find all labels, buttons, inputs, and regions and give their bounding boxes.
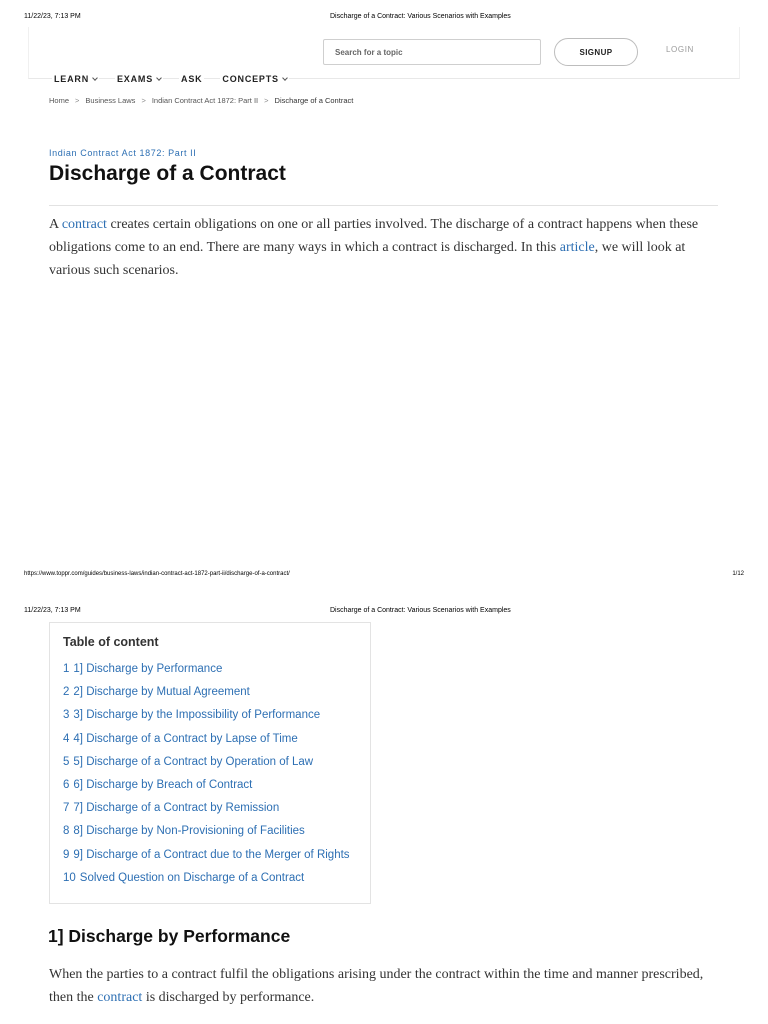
toc-item[interactable] <box>63 825 350 848</box>
toc-item-label: 4] Discharge of a Contract by Lapse of Time <box>73 732 298 745</box>
chevron-down-icon <box>92 75 98 81</box>
nav-concepts[interactable] <box>220 73 288 85</box>
nav-label: ASK <box>181 74 203 84</box>
article-link[interactable]: article <box>559 240 595 255</box>
toc-item[interactable] <box>63 663 350 686</box>
toc-item-label: 7] Discharge of a Contract by Remission <box>73 802 280 815</box>
article-category[interactable]: Indian Contract Act 1872: Part II <box>49 148 197 158</box>
intro-text: creates certain obligations on one or all parties involved. The discharge of a contract happens when these obligations come to an end. There are many ways in which a contract is discharged. In this <box>49 217 699 255</box>
nav-exams[interactable] <box>115 73 163 85</box>
toc-item-number: 4 <box>63 732 70 745</box>
contract-link[interactable]: contract <box>97 990 143 1005</box>
page-title: Discharge of a Contract <box>49 162 286 185</box>
intro-paragraph <box>49 213 719 282</box>
toc-item[interactable] <box>63 686 350 709</box>
toc-item[interactable] <box>63 802 350 825</box>
toc-item-number: 6 <box>63 778 70 791</box>
toc-item-label: Solved Question on Discharge of a Contract <box>79 871 305 884</box>
intro-text: , we will look at various such scenarios. <box>49 240 686 278</box>
toc-item[interactable] <box>63 872 350 895</box>
section-heading: 1] Discharge by Performance <box>48 926 291 946</box>
section-text: When the parties to a contract fulfil the obligations arising under the contract within the time and manner prescribed, then the <box>49 967 704 1005</box>
toc-item-number: 2 <box>63 686 70 699</box>
toc-item-number: 5 <box>63 755 70 768</box>
search-input[interactable] <box>323 39 541 65</box>
section-text: is discharged by performance. <box>142 990 315 1005</box>
toc-item[interactable] <box>63 733 350 756</box>
toc-item[interactable] <box>63 756 350 779</box>
nav-learn[interactable] <box>52 73 99 85</box>
contract-link[interactable]: contract <box>61 217 107 232</box>
nav-label: CONCEPTS <box>222 74 279 84</box>
toc-item-number: 3 <box>63 709 70 722</box>
print-header <box>0 13 768 27</box>
print-doc-title: Discharge of a Contract: Various Scenarios with Examples <box>330 607 511 614</box>
table-of-contents <box>49 622 371 904</box>
section-paragraph <box>49 963 719 1009</box>
nav-label: LEARN <box>54 74 89 84</box>
chevron-down-icon <box>282 75 288 81</box>
toc-item[interactable] <box>63 709 350 732</box>
nav-label: EXAMS <box>117 74 154 84</box>
main-nav <box>52 73 305 85</box>
login-link[interactable]: LOGIN <box>666 45 694 54</box>
signup-button[interactable]: SIGNUP <box>554 38 638 66</box>
print-page-number: 1/12 <box>732 571 744 577</box>
breadcrumb-current: Discharge of a Contract <box>274 96 354 105</box>
toc-list <box>63 663 350 895</box>
breadcrumb-separator: > <box>141 96 146 105</box>
print-footer <box>0 571 768 583</box>
breadcrumb <box>49 96 353 105</box>
divider <box>49 205 718 206</box>
breadcrumb-business-laws[interactable]: Business Laws <box>85 96 136 105</box>
toc-item-label: 8] Discharge by Non-Provisioning of Facilities <box>73 825 305 838</box>
chevron-down-icon <box>156 75 162 81</box>
intro-text: A <box>49 217 62 232</box>
print-datetime: 11/22/23, 7:13 PM <box>24 13 81 20</box>
toc-item-number: 7 <box>63 802 70 815</box>
toc-item-label: 9] Discharge of a Contract due to the Merger of Rights <box>73 848 350 861</box>
toc-item-label: 6] Discharge by Breach of Contract <box>73 778 253 791</box>
toc-title: Table of content <box>63 635 159 649</box>
breadcrumb-separator: > <box>264 96 269 105</box>
breadcrumb-home[interactable]: Home <box>49 96 70 105</box>
toc-item-number: 1 <box>63 663 70 675</box>
toc-item[interactable] <box>63 849 350 872</box>
breadcrumb-separator: > <box>75 96 80 105</box>
toc-item-label: 1] Discharge by Performance <box>73 663 223 675</box>
print-url: https://www.toppr.com/guides/business-laws/indian-contract-act-1872-part-ii/discharge-of-a-contract/ <box>24 571 290 577</box>
breadcrumb-contract-act[interactable]: Indian Contract Act 1872: Part II <box>151 96 259 105</box>
toc-item-number: 9 <box>63 848 70 861</box>
print-doc-title: Discharge of a Contract: Various Scenarios with Examples <box>330 13 511 20</box>
toc-item[interactable] <box>63 779 350 802</box>
toc-item-number: 8 <box>63 825 70 838</box>
nav-ask[interactable] <box>179 73 204 85</box>
print-datetime: 11/22/23, 7:13 PM <box>24 607 81 614</box>
toc-item-number: 10 <box>63 871 76 884</box>
toc-item-label: 5] Discharge of a Contract by Operation of Law <box>73 755 314 768</box>
toc-item-label: 2] Discharge by Mutual Agreement <box>73 686 250 699</box>
print-header <box>0 607 768 621</box>
toc-item-label: 3] Discharge by the Impossibility of Performance <box>73 709 321 722</box>
